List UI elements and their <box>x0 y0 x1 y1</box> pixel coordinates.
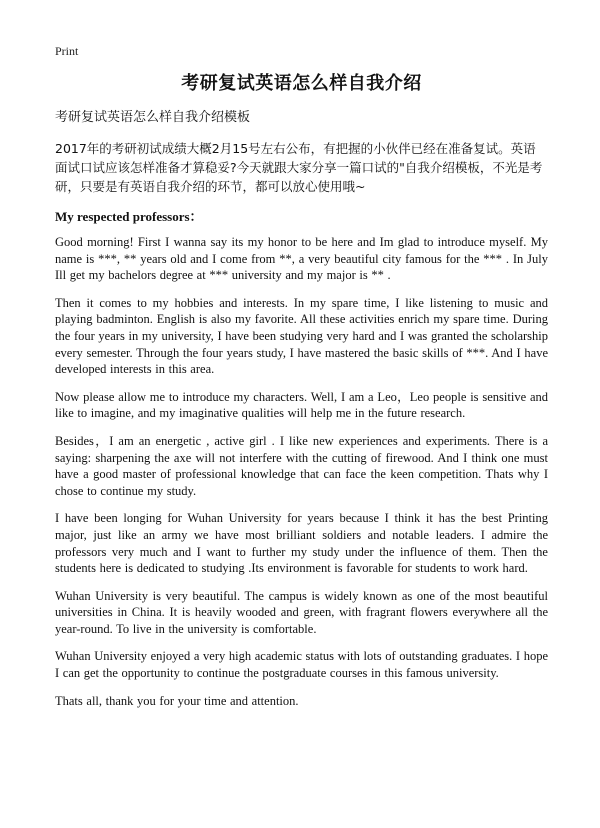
salutation: My respected professors： <box>55 209 203 224</box>
body-paragraph-3: Now please allow me to introduce my characters. Well, I am a Leo，Leo people is sensitive and like to imagine, and my imaginative qualities will help me in the future research. <box>55 389 548 421</box>
document-subtitle: 考研复试英语怎么样自我介绍模板 <box>55 110 251 125</box>
body-paragraph-5: I have been longing for Wuhan University for years because I think it has the best Printing major, just like an army we have most brilliant soldiers and notable leaders. I admire the professors very much and I want to further my study under the influence of them. Then the students here is dedicated to studying .Its environment is favorable for students to work hard. <box>55 511 548 576</box>
body-paragraph-1: Good morning! First I wanna say its my honor to be here and Im glad to introduce myself. My name is ***, ** years old and I come from **, a very beautiful city famous for the *** . In July Ill get my bachelors degree at *** university and my major is ** . <box>55 235 548 283</box>
body-paragraph-4: Besides，I am an energetic , active girl . I like new experiences and experiments. There is a saying: sharpening the axe will not interfere with the cutting of firewood. And I think one must have a good master of professional knowledge that can face the keen competition. Thats why I chose to continue my study. <box>55 433 548 498</box>
page-title: 考研复试英语怎么样自我介绍 <box>181 73 422 94</box>
intro-paragraph: 2017年的考研初试成绩大概2月15号左右公布，有把握的小伙伴已经在准备复试。英语面试口试应该怎样准备才算稳妥?今天就跟大家分享一篇口试的"自我介绍模板，不光是考研，只要是有英语自我介绍的环节，都可以放心使用哦~ <box>55 141 543 194</box>
print-link[interactable]: Print <box>55 44 79 58</box>
body-paragraph-2: Then it comes to my hobbies and interests. In my spare time, I like listening to music and playing badminton. English is also my favorite. All these activities enrich my spare time. During the four years in my university, I have been studying very hard and I was granted the scholarship every semester. Through the four years study, I have mastered the basic skills of ***. And I have developed interests in this area. <box>55 295 548 377</box>
body-paragraph-7: Wuhan University enjoyed a very high academic status with lots of outstanding graduates. I hope I can get the opportunity to continue the postgraduate courses in this famous university. <box>55 649 548 681</box>
body-paragraph-6: Wuhan University is very beautiful. The campus is widely known as one of the most beautiful universities in China. It is heavily wooded and green, with fragrant flowers everywhere all the year-round. To live in the university is comfortable. <box>55 588 548 636</box>
closing-paragraph: Thats all, thank you for your time and attention. <box>55 693 299 708</box>
